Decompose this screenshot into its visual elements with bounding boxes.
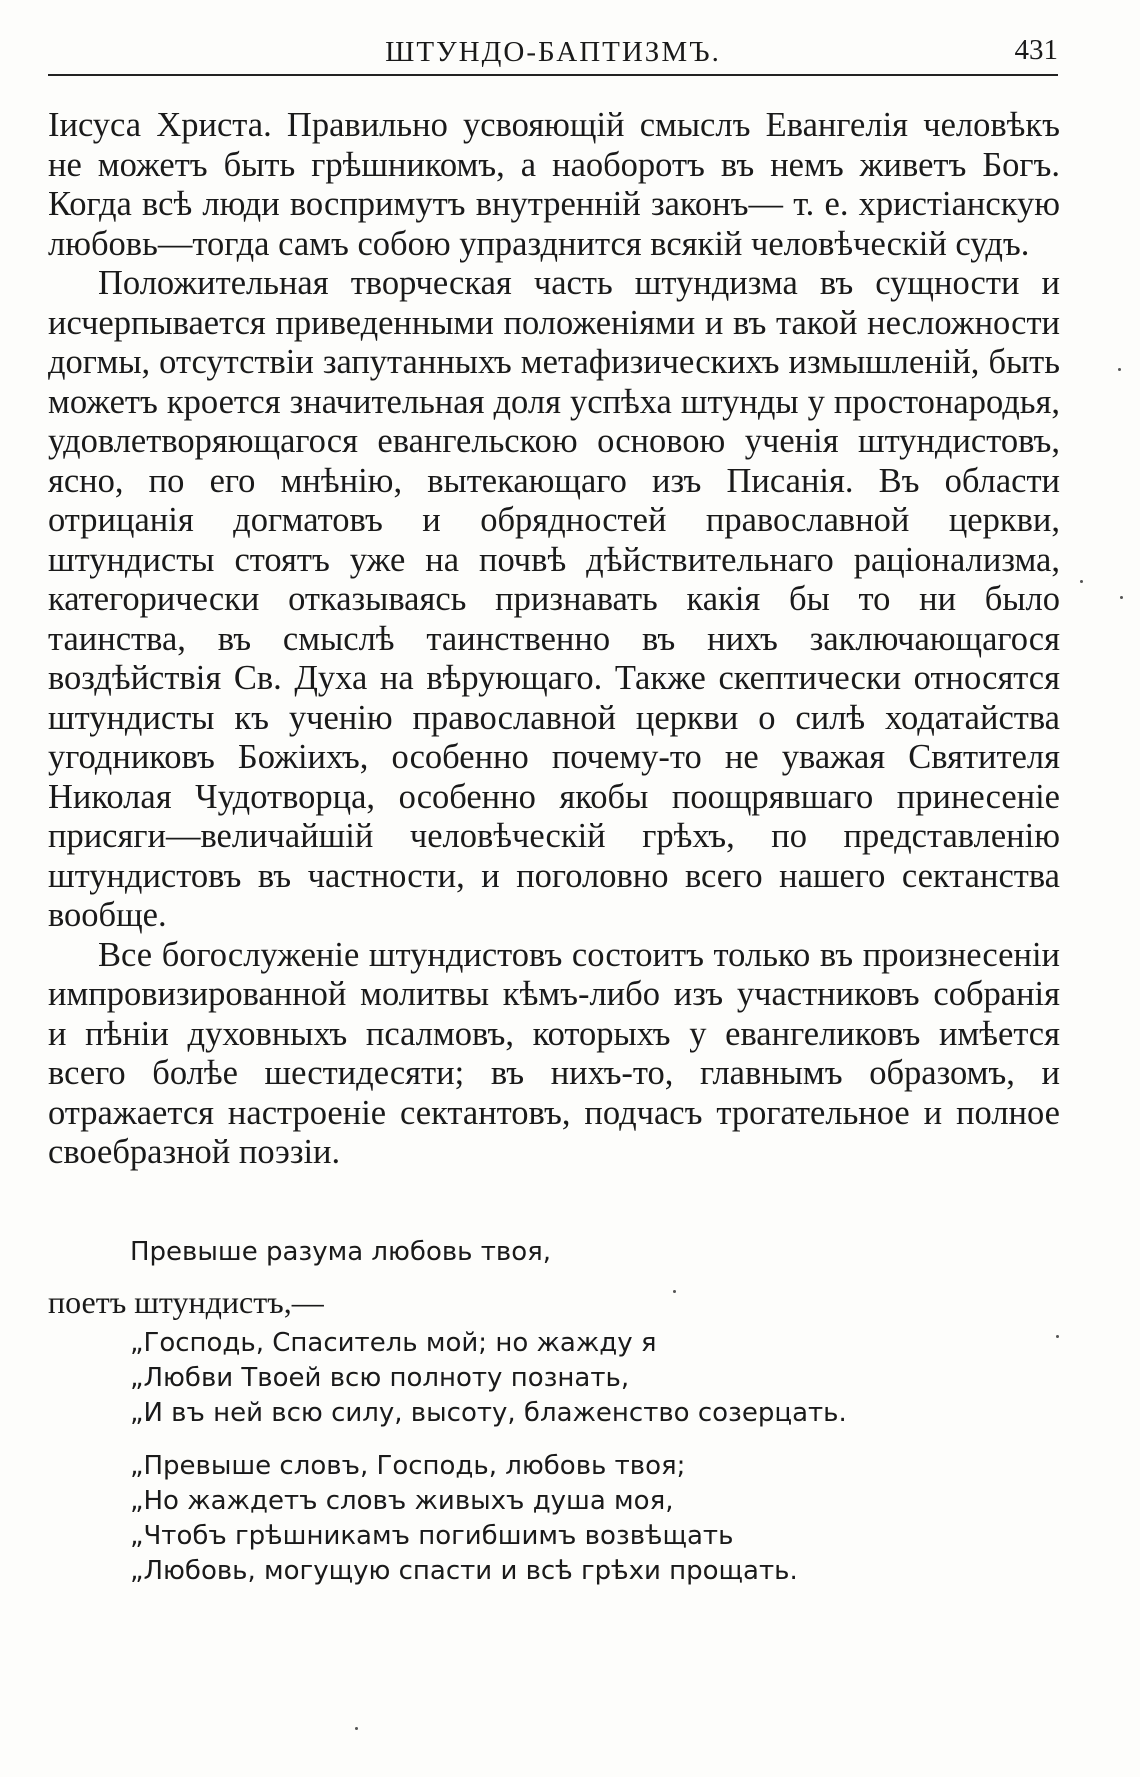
verse-line: „Превыше словъ, Господь, любовь твоя; — [130, 1451, 686, 1481]
main-text — [48, 106, 1060, 1173]
paragraph-worship: Все богослуженіе штундистовъ состоитъ только въ произнесеніи импровизированной молитвы кѣмъ-либо изъ участниковъ собранія и пѣніи духовныхъ псалмовъ, которыхъ у евангеликовъ имѣется всего болѣе шестидесяти; въ нихъ-то, главнымъ образомъ, и отражается настроеніе сектантовъ, подчасъ трогательное и полное своебразной поэзіи. — [48, 935, 1060, 1171]
print-speck — [1120, 596, 1123, 599]
print-speck — [673, 1290, 676, 1293]
print-speck — [1118, 368, 1121, 371]
header-rule — [48, 74, 1058, 76]
page-header — [48, 30, 1058, 76]
verse-line: „И въ ней всю силу, высоту, блаженство созерцать. — [130, 1398, 847, 1428]
hymn-quotation — [48, 1226, 1060, 1589]
running-title: ШТУНДО-БАПТИЗМЪ. — [385, 36, 721, 68]
page-number: 431 — [1014, 34, 1058, 66]
attribution-line: поетъ штундистъ,— — [48, 1284, 324, 1320]
hymn-epigraph: Превыше разума любовь твоя, — [130, 1237, 552, 1267]
verse-line: „Но жаждетъ словъ живыхъ душа моя, — [130, 1486, 674, 1516]
print-speck — [1080, 580, 1083, 583]
verse-line: „Любви Твоей всю полноту познать, — [130, 1363, 630, 1393]
print-speck — [355, 1727, 358, 1730]
verse-line: „Господь, Спаситель мой; но жажду я — [130, 1328, 657, 1358]
hymn-stanza-2 — [130, 1449, 1060, 1589]
print-speck — [1056, 1335, 1059, 1338]
verse-line: „Чтобъ грѣшникамъ погибшимъ возвѣщать — [130, 1521, 734, 1551]
hymn-stanza-1 — [130, 1326, 1060, 1431]
paragraph-doctrine: Положительная творческая часть штундизма въ сущности и исчерпывается приведенными положеніями и въ такой несложности догмы, отсутствіи запутанныхъ метафизическихъ измышленій, быть можетъ кроется значительная доля успѣха штунды у простонародья, удовлетворяющагося евангельскою основою ученія штундистовъ, ясно, по его мнѣнію, вытекающаго изъ Писанія. Въ области отрицанія догматовъ и обрядностей православной церкви, штундисты стоятъ уже на почвѣ дѣйствительнаго раціонализма, категорически отказываясь признавать какія бы то ни было таинства, въ смыслѣ таинственно въ нихъ заключающагося воздѣйствія Св. Духа на вѣрующаго. Также скептически относятся штундисты къ ученію православной церкви о силѣ ходатайства угодниковъ Божіихъ, особенно почему-то не уважая Святителя Николая Чудотворца, особенно якобы поощрявшаго принесеніе присяги—величайшій человѣческій грѣхъ, по представленію штундистовъ въ частности, и поголовно всего нашего сектанства вообще. — [48, 264, 1060, 934]
verse-line: „Любовь, могущую спасти и всѣ грѣхи прощать. — [130, 1556, 798, 1586]
paragraph-continuation: Іисуса Христа. Правильно усвояющій смыслъ Евангелія человѣкъ не можетъ быть грѣшникомъ, а наоборотъ въ немъ живетъ Богъ. Когда всѣ люди воспримутъ внутренній законъ— т. е. христіанскую любовь—тогда самъ собою упразднится всякій человѣческій судъ. — [48, 106, 1060, 263]
